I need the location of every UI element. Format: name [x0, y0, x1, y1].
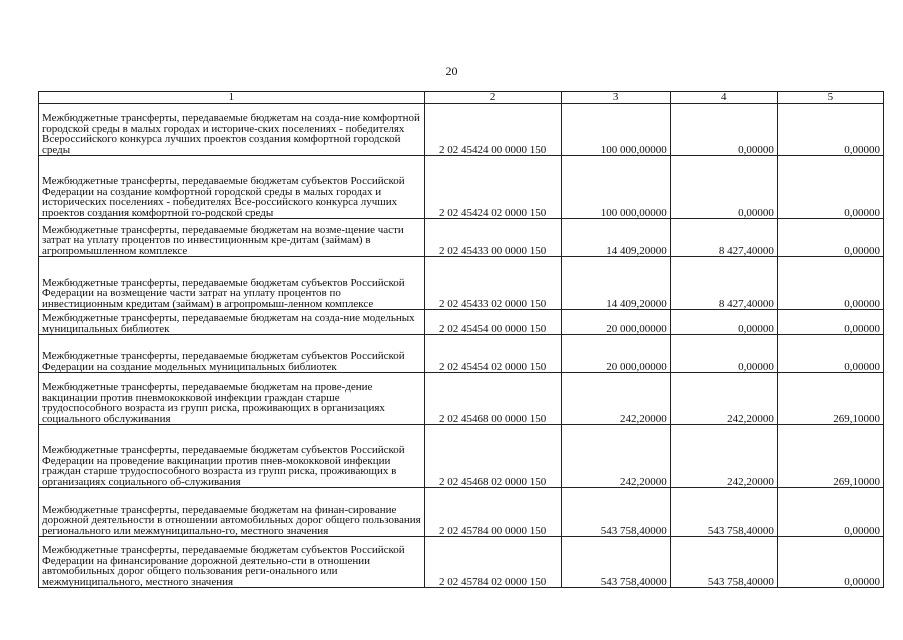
row-code: 2 02 45424 02 0000 150: [424, 156, 561, 219]
table-row: [39, 104, 884, 156]
row-value-3: 100 000,00000: [561, 104, 670, 156]
page-number: 20: [445, 64, 458, 78]
row-name: Межбюджетные трансферты, передаваемые бюджетам на созда-ние модельных муниципальных библиотек: [39, 310, 425, 335]
row-value-4: 0,00000: [670, 310, 777, 335]
row-code: 2 02 45468 00 0000 150: [424, 373, 561, 425]
table-row: [39, 425, 884, 488]
row-value-4: 8 427,40000: [670, 257, 777, 310]
row-value-3: 242,20000: [561, 425, 670, 488]
table-row: [39, 156, 884, 219]
row-value-5: 0,00000: [777, 156, 883, 219]
row-name: Межбюджетные трансферты, передаваемые бюджетам на финан-сирование дорожной деятельности в отношении автомобильных дорог общего пользования регионального или межмуниципально-го, местного значения: [39, 488, 425, 537]
column-header-1: 1: [39, 92, 425, 104]
row-code: 2 02 45468 02 0000 150: [424, 425, 561, 488]
row-code: 2 02 45424 00 0000 150: [424, 104, 561, 156]
row-code: 2 02 45784 00 0000 150: [424, 488, 561, 537]
table-row: [39, 310, 884, 335]
table-row: [39, 373, 884, 425]
row-value-3: 14 409,20000: [561, 257, 670, 310]
table-header-row: [39, 92, 884, 104]
row-name: Межбюджетные трансферты, передаваемые бюджетам субъектов Российской Федерации на проведение вакцинации против пнев-мококковой инфекции граждан старше трудоспособного возраста из групп риска, проживающих в организациях социального об-служивания: [39, 425, 425, 488]
row-value-4: 0,00000: [670, 156, 777, 219]
column-header-4: 4: [670, 92, 777, 104]
row-value-5: 0,00000: [777, 488, 883, 537]
row-value-4: 0,00000: [670, 104, 777, 156]
row-value-5: 269,10000: [777, 373, 883, 425]
table-row: [39, 488, 884, 537]
row-value-5: 0,00000: [777, 335, 883, 373]
row-code: 2 02 45454 00 0000 150: [424, 310, 561, 335]
row-name: Межбюджетные трансферты, передаваемые бюджетам субъектов Российской Федерации на финансирование дорожной деятельно-сти в отношении автомобильных дорог общего пользования реги-онального или межмуниципального, местного значения: [39, 537, 425, 588]
column-header-2: 2: [424, 92, 561, 104]
row-name: Межбюджетные трансферты, передаваемые бюджетам субъектов Российской Федерации на создание комфортной городской среды в малых городах и исторических поселениях - победителях Все-российского конкурса лучших проектов создания комфортной го-родской среды: [39, 156, 425, 219]
table-row: [39, 257, 884, 310]
column-header-3: 3: [561, 92, 670, 104]
row-code: 2 02 45433 00 0000 150: [424, 219, 561, 257]
row-name: Межбюджетные трансферты, передаваемые бюджетам на возме-щение части затрат на уплату процентов по инвестиционным кре-дитам (займам) в агропромышленном комплексе: [39, 219, 425, 257]
row-value-4: 543 758,40000: [670, 488, 777, 537]
row-value-3: 14 409,20000: [561, 219, 670, 257]
row-name: Межбюджетные трансферты, передаваемые бюджетам субъектов Российской Федерации на возмещение части затрат на уплату процентов по инвестиционным кредитам (займам) в агропромыш-ленном комплексе: [39, 257, 425, 310]
row-value-5: 0,00000: [777, 537, 883, 588]
row-value-5: 0,00000: [777, 219, 883, 257]
row-value-3: 20 000,00000: [561, 335, 670, 373]
row-value-5: 0,00000: [777, 104, 883, 156]
row-value-3: 543 758,40000: [561, 537, 670, 588]
row-value-3: 100 000,00000: [561, 156, 670, 219]
row-name: Межбюджетные трансферты, передаваемые бюджетам на прове-дение вакцинации против пневмококковой инфекции граждан старше трудоспособного возраста из групп риска, проживающих в организациях социального обслуживания: [39, 373, 425, 425]
row-value-4: 0,00000: [670, 335, 777, 373]
row-code: 2 02 45433 02 0000 150: [424, 257, 561, 310]
column-header-5: 5: [777, 92, 883, 104]
row-value-3: 242,20000: [561, 373, 670, 425]
row-code: 2 02 45784 02 0000 150: [424, 537, 561, 588]
row-value-4: 242,20000: [670, 425, 777, 488]
row-value-3: 543 758,40000: [561, 488, 670, 537]
table-row: [39, 335, 884, 373]
budget-table: [38, 91, 884, 588]
table-row: [39, 219, 884, 257]
row-value-4: 8 427,40000: [670, 219, 777, 257]
row-value-5: 0,00000: [777, 310, 883, 335]
table-row: [39, 537, 884, 588]
row-value-4: 242,20000: [670, 373, 777, 425]
row-value-5: 0,00000: [777, 257, 883, 310]
row-value-5: 269,10000: [777, 425, 883, 488]
row-value-3: 20 000,00000: [561, 310, 670, 335]
row-name: Межбюджетные трансферты, передаваемые бюджетам на созда-ние комфортной городской среды в малых городах и историче-ских поселениях - победителях Всероссийского конкурса лучших проектов создания комфортной городской среды: [39, 104, 425, 156]
row-name: Межбюджетные трансферты, передаваемые бюджетам субъектов Российской Федерации на создание модельных муниципальных библиотек: [39, 335, 425, 373]
row-value-4: 543 758,40000: [670, 537, 777, 588]
row-code: 2 02 45454 02 0000 150: [424, 335, 561, 373]
